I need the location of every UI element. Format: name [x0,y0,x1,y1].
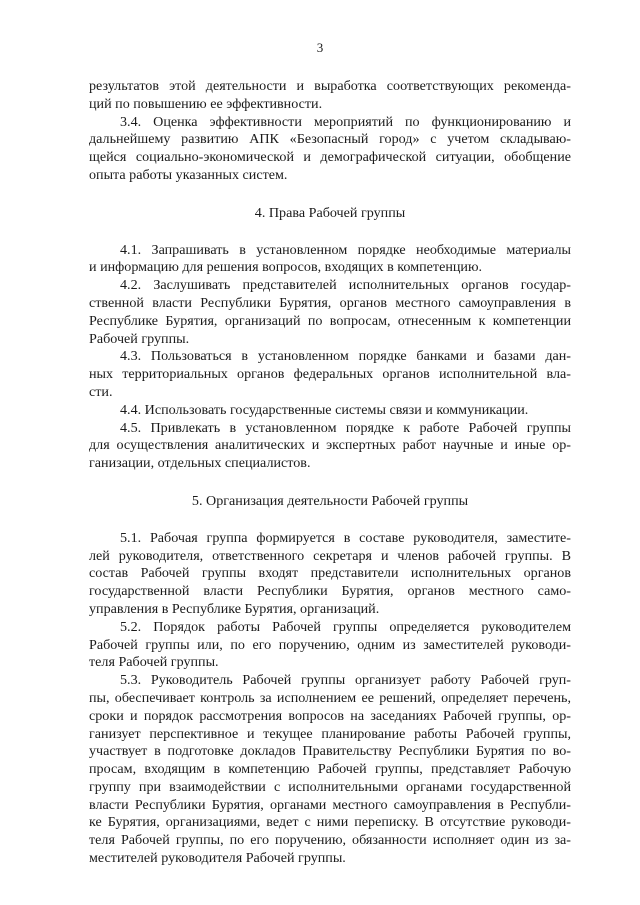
paragraph-line: 4.5. Привлекать в установленном порядке к работе Рабочей группы [120,419,571,436]
paragraph-line: 4.2. Заслушивать представителей исполнительных органов государ- [120,277,571,294]
paragraph-line: просам, входящим в компетенцию Рабочей группы, представляет Рабочую [89,761,571,778]
paragraph [89,242,571,278]
paragraph [89,420,571,473]
paragraph-line: 5.3. Руководитель Рабочей группы организует работу Рабочей груп- [120,672,571,689]
paragraph-line: опыта работы указанных систем. [89,166,288,183]
spacer [89,511,571,530]
paragraph-line: состав Рабочей группы входят представители исполнительных органов [89,565,571,582]
paragraph-line: результатов этой деятельности и выработка соответствующих рекоменда- [89,78,571,94]
spacer [89,473,571,493]
paragraph-line: группу при взаимодействии с исполнительными органами государственной [89,778,571,795]
paragraph-line: пы, обеспечивает контроль за исполнением ее решений, определяет перечень, [89,689,571,706]
paragraph-line: ганизации, отдельных специалистов. [89,455,311,472]
paragraph-line: щейся социально-экономической и демографической ситуации, обобщение [89,149,571,166]
paragraph-line: ственной власти Республики Бурятия, органов местного самоуправления в [89,294,571,311]
paragraph-line: сти. [89,383,113,400]
paragraph-line: государственной власти Республики Бурятия, органов местного само- [89,583,571,600]
paragraph-line: Рабочей группы или, по его поручению, одним из заместителей руководи- [89,636,571,653]
paragraph [89,277,571,348]
paragraph-line: ке Бурятия, организациями, ведет с ними переписку. В отсутствие руководи- [89,814,571,831]
paragraph-line: ганизует перспективное и текущее планирование работы Рабочей группы, [89,725,571,742]
section-heading: 5. Организация деятельности Рабочей группы [191,492,469,509]
document-body [89,78,571,868]
paragraph-line: дальнейшему развитию АПК «Безопасный город» с учетом складываю- [89,131,571,148]
paragraph-line: теля Рабочей группы. [89,654,219,671]
paragraph-line: местителей руководителя Рабочей группы. [89,850,346,867]
paragraph-line: ных территориальных органов федеральных органов исполнительной вла- [89,366,571,383]
paragraph [89,619,571,672]
paragraph [89,78,571,114]
paragraph-line: 4.4. Использовать государственные системы связи и коммуникации. [120,401,529,418]
paragraph [89,348,571,401]
paragraph-line: 4.1. Запрашивать в установленном порядке необходимые материалы [120,241,571,258]
paragraph [89,114,571,185]
paragraph-line: теля Рабочей группы, по его поручению, обязанности исполняет один из за- [89,832,571,849]
paragraph [89,672,571,868]
section-heading: 4. Права Рабочей группы [254,204,406,221]
paragraph [89,530,571,619]
paragraph-line: ций по повышению ее эффективности. [89,95,323,112]
paragraph-line: Рабочей группы. [89,330,190,347]
paragraph-line: для осуществления аналитических и экспертных работ научные и иные ор- [89,437,571,454]
spacer [89,223,571,242]
paragraph-line: Республике Бурятия, организаций по вопросам, отнесенным к компетенции [89,312,571,329]
paragraph-line: участвует в подготовке докладов Правительству Республики Бурятия по во- [89,743,571,760]
paragraph-line: управления в Республике Бурятия, организаций. [89,600,380,617]
paragraph-line: сроки и порядок рассмотрения вопросов на заседаниях Рабочей группы, ор- [89,707,571,724]
paragraph-line: и информацию для решения вопросов, входящих в компетенцию. [89,259,483,276]
paragraph-line: 5.1. Рабочая группа формируется в составе руководителя, заместите- [120,529,571,546]
paragraph [89,402,571,420]
page-number: 3 [316,40,324,55]
paragraph-line: власти Республики Бурятия, органами местного самоуправления в Республи- [89,796,571,813]
paragraph-line: 4.3. Пользоваться в установленном порядке банками и базами дан- [120,348,571,365]
paragraph-line: лей руководителя, ответственного секретаря и членов рабочей группы. В [89,547,571,564]
paragraph-line: 3.4. Оценка эффективности мероприятий по функционированию и [120,113,571,130]
spacer [89,185,571,205]
paragraph-line: 5.2. Порядок работы Рабочей группы определяется руководителем [120,618,571,635]
